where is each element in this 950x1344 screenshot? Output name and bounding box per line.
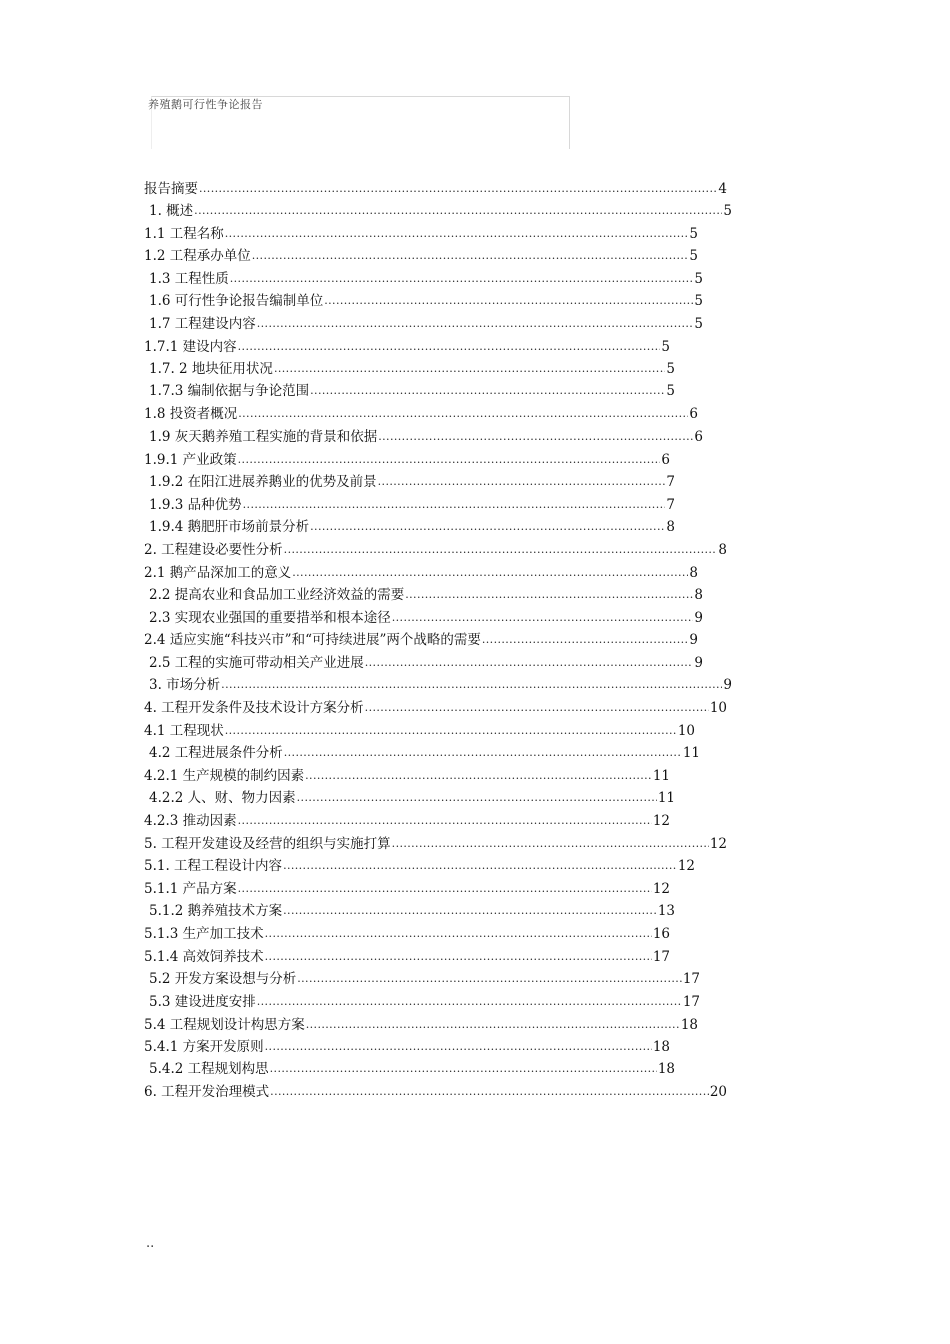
toc-entry-text: 5.1. 工程工程设计内容 [144,858,283,874]
toc-entry-text: 5.4 工程规划设计构思方案 [144,1017,305,1033]
toc-leader-dots [238,339,661,355]
toc-entry-text: 1.9.1 产业政策 [144,452,237,468]
toc-entry[interactable] [144,333,670,355]
toc-entry[interactable] [149,468,675,490]
toc-entry-page: 12 [652,813,670,829]
toc-leader-dots [265,926,652,942]
toc-entry[interactable] [144,694,727,716]
toc-entry-page: 18 [680,1017,698,1033]
toc-entry-page: 6 [694,429,703,445]
toc-leader-dots [230,271,694,287]
toc-entry-text: 4.2.3 推动因素 [144,813,237,829]
toc-leader-dots [284,542,718,558]
toc-entry[interactable] [144,875,670,897]
toc-entry-text: 5.1.2 鹅养殖技术方案 [149,903,283,919]
toc-entry-page: 8 [666,519,675,535]
toc-leader-dots [274,361,665,377]
toc-entry[interactable] [144,242,698,264]
toc-entry-page: 8 [689,565,698,581]
toc-leader-dots [257,994,682,1010]
toc-leader-dots [482,632,689,648]
toc-leader-dots [405,587,693,603]
toc-entry-page: 18 [652,1039,670,1055]
toc-leader-dots [392,836,709,852]
toc-entry-text: 1.9.4 鹅肥肝市场前景分析 [149,519,310,535]
toc-entry-page: 5 [666,361,675,377]
toc-entry-page: 9 [694,655,703,671]
toc-entry[interactable] [144,762,670,784]
toc-entry-page: 5 [694,271,703,287]
toc-leader-dots [306,1017,680,1033]
toc-entry-page: 11 [657,790,675,806]
toc-leader-dots [238,881,652,897]
toc-leader-dots [365,655,694,671]
toc-leader-dots [283,858,677,874]
toc-leader-dots [284,745,682,761]
toc-leader-dots [257,316,694,332]
toc-entry[interactable] [149,784,675,806]
toc-entry-page: 8 [694,587,703,603]
toc-entry-page: 13 [657,903,675,919]
toc-entry-page: 9 [689,632,698,648]
toc-entry[interactable] [144,536,727,558]
toc-entry-page: 11 [682,745,700,761]
toc-entry-text: 4.1 工程现状 [144,723,224,739]
toc-entry-page: 17 [652,949,670,965]
toc-leader-dots [221,677,722,693]
toc-entry-page: 8 [718,542,727,558]
toc-entry-text: 1. 概述 [149,203,194,219]
toc-entry-text: 5.1.1 产品方案 [144,881,237,897]
toc-entry-page: 6 [689,406,698,422]
toc-leader-dots [238,406,688,422]
toc-entry-text: 1.7.3 编制依据与争论范围 [149,383,310,399]
toc-entry[interactable] [149,965,700,987]
toc-entry-page: 5 [666,383,675,399]
toc-entry-text: 2. 工程建设必要性分析 [144,542,283,558]
toc-entry-page: 18 [657,1061,675,1077]
toc-entry-page: 5 [694,316,703,332]
toc-entry-text: 1.9.3 品种优势 [149,497,242,513]
toc-leader-dots [265,949,652,965]
toc-entry-text: 2.5 工程的实施可带动相关产业进展 [149,655,364,671]
toc-entry-text: 5.4.1 方案开发原则 [144,1039,264,1055]
toc-leader-dots [238,452,661,468]
toc-leader-dots [365,700,709,716]
toc-entry-text: 4.2.2 人、财、物力因素 [149,790,296,806]
toc-entry[interactable] [144,446,670,468]
toc-leader-dots [283,903,657,919]
toc-entry-text: 1.8 投资者概况 [144,406,238,422]
toc-entry[interactable] [149,513,675,535]
toc-leader-dots [378,474,666,490]
toc-entry-text: 1.9 灰天鹅养殖工程实施的背景和依据 [149,429,378,445]
toc-entry-page: 5 [661,339,670,355]
toc-entry-text: 6. 工程开发治理模式 [144,1084,270,1100]
toc-entry[interactable] [149,377,675,399]
toc-entry-text: 2.4 适应实施“科技兴市”和“可持续进展”两个战略的需要 [144,632,481,648]
toc-entry-text: 4.2 工程进展条件分析 [149,745,283,761]
toc-entry[interactable] [149,649,703,671]
toc-entry-page: 9 [723,677,732,693]
toc-entry[interactable] [149,197,732,219]
toc-leader-dots [225,226,689,242]
toc-leader-dots [225,723,677,739]
toc-entry-page: 17 [682,994,700,1010]
toc-entry[interactable] [149,310,703,332]
toc-leader-dots [297,790,657,806]
toc-entry[interactable] [144,559,698,581]
toc-entry[interactable] [149,287,703,309]
toc-entry[interactable] [144,852,695,874]
toc-entry[interactable] [144,717,695,739]
toc-entry-text: 1.1 工程名称 [144,226,224,242]
toc-entry[interactable] [144,626,698,648]
toc-entry-page: 10 [709,700,727,716]
toc-entry[interactable] [144,220,698,242]
toc-entry[interactable] [144,943,670,965]
toc-entry[interactable] [149,581,703,603]
toc-entry-page: 11 [652,768,670,784]
toc-leader-dots [252,248,689,264]
toc-leader-dots [199,181,717,197]
toc-entry-page: 5 [689,226,698,242]
toc-entry[interactable] [149,423,703,445]
toc-entry-page: 5 [689,248,698,264]
toc-entry[interactable] [149,604,703,626]
toc-entry-page: 12 [709,836,727,852]
page-footer-mark: .. [146,1236,155,1251]
toc-entry[interactable] [144,830,727,852]
toc-entry[interactable] [144,920,670,942]
toc-leader-dots [270,1084,709,1100]
toc-entry-text: 5.4.2 工程规划构思 [149,1061,269,1077]
toc-entry-page: 9 [694,610,703,626]
toc-entry[interactable] [144,1011,698,1033]
toc-entry-text: 5.1.3 生产加工技术 [144,926,264,942]
toc-entry-text: 4.2.1 生产规模的制约因素 [144,768,305,784]
toc-leader-dots [392,610,694,626]
toc-entry[interactable] [149,491,675,513]
toc-entry-page: 6 [661,452,670,468]
toc-entry-text: 5.1.4 高效饲养技术 [144,949,264,965]
toc-entry-page: 12 [652,881,670,897]
toc-entry-page: 7 [666,497,675,513]
toc-entry-page: 17 [682,971,700,987]
toc-entry-page: 5 [694,293,703,309]
toc-entry-text: 1.6 可行性争论报告编制单位 [149,293,324,309]
toc-entry-text: 1.9.2 在阳江进展养鹅业的优势及前景 [149,474,377,490]
toc-entry-page: 20 [709,1084,727,1100]
toc-entry-text: 报告摘要 [144,181,198,197]
toc-leader-dots [292,565,688,581]
toc-entry[interactable] [144,807,670,829]
toc-entry-text: 2.3 实现农业强国的重要措举和根本途径 [149,610,391,626]
toc-leader-dots [297,971,682,987]
toc-leader-dots [378,429,693,445]
toc-entry-page: 4 [718,181,727,197]
toc-entry-text: 5. 工程开发建设及经营的组织与实施打算 [144,836,391,852]
toc-entry[interactable] [144,175,727,197]
toc-leader-dots [305,768,652,784]
toc-entry-text: 4. 工程开发条件及技术设计方案分析 [144,700,364,716]
toc-entry[interactable] [149,265,703,287]
toc-entry-text: 5.3 建设进度安排 [149,994,256,1010]
toc-entry[interactable] [149,988,700,1010]
toc-entry-text: 3. 市场分析 [149,677,221,693]
toc-entry[interactable] [144,400,698,422]
toc-entry[interactable] [149,355,675,377]
toc-entry-text: 2.2 提高农业和食品加工业经济效益的需要 [149,587,405,603]
toc-entry-text: 5.2 开发方案设想与分析 [149,971,297,987]
toc-entry[interactable] [144,1078,727,1100]
toc-entry[interactable] [144,1033,670,1055]
toc-entry[interactable] [149,671,732,693]
toc-leader-dots [238,813,652,829]
toc-entry[interactable] [149,739,700,761]
toc-entry-text: 1.7.1 建设内容 [144,339,237,355]
toc-leader-dots [310,383,665,399]
toc-entry-text: 1.3 工程性质 [149,271,229,287]
toc-entry-page: 16 [652,926,670,942]
toc-leader-dots [243,497,666,513]
toc-entry-page: 5 [723,203,732,219]
toc-entry-page: 7 [666,474,675,490]
toc-entry-text: 2.1 鹅产品深加工的意义 [144,565,292,581]
toc-entry[interactable] [149,1055,675,1077]
toc-leader-dots [265,1039,652,1055]
toc-entry[interactable] [149,897,675,919]
toc-leader-dots [194,203,722,219]
header-title: 养殖鹅可行性争论报告 [148,98,263,111]
toc-entry-text: 1.2 工程承办单位 [144,248,251,264]
toc-leader-dots [324,293,693,309]
toc-entry-page: 12 [677,858,695,874]
toc-entry-text: 1.7 工程建设内容 [149,316,256,332]
toc-entry-text: 1.7. 2 地块征用状况 [149,361,273,377]
toc-entry-page: 10 [677,723,695,739]
toc-leader-dots [310,519,665,535]
toc-leader-dots [270,1061,657,1077]
